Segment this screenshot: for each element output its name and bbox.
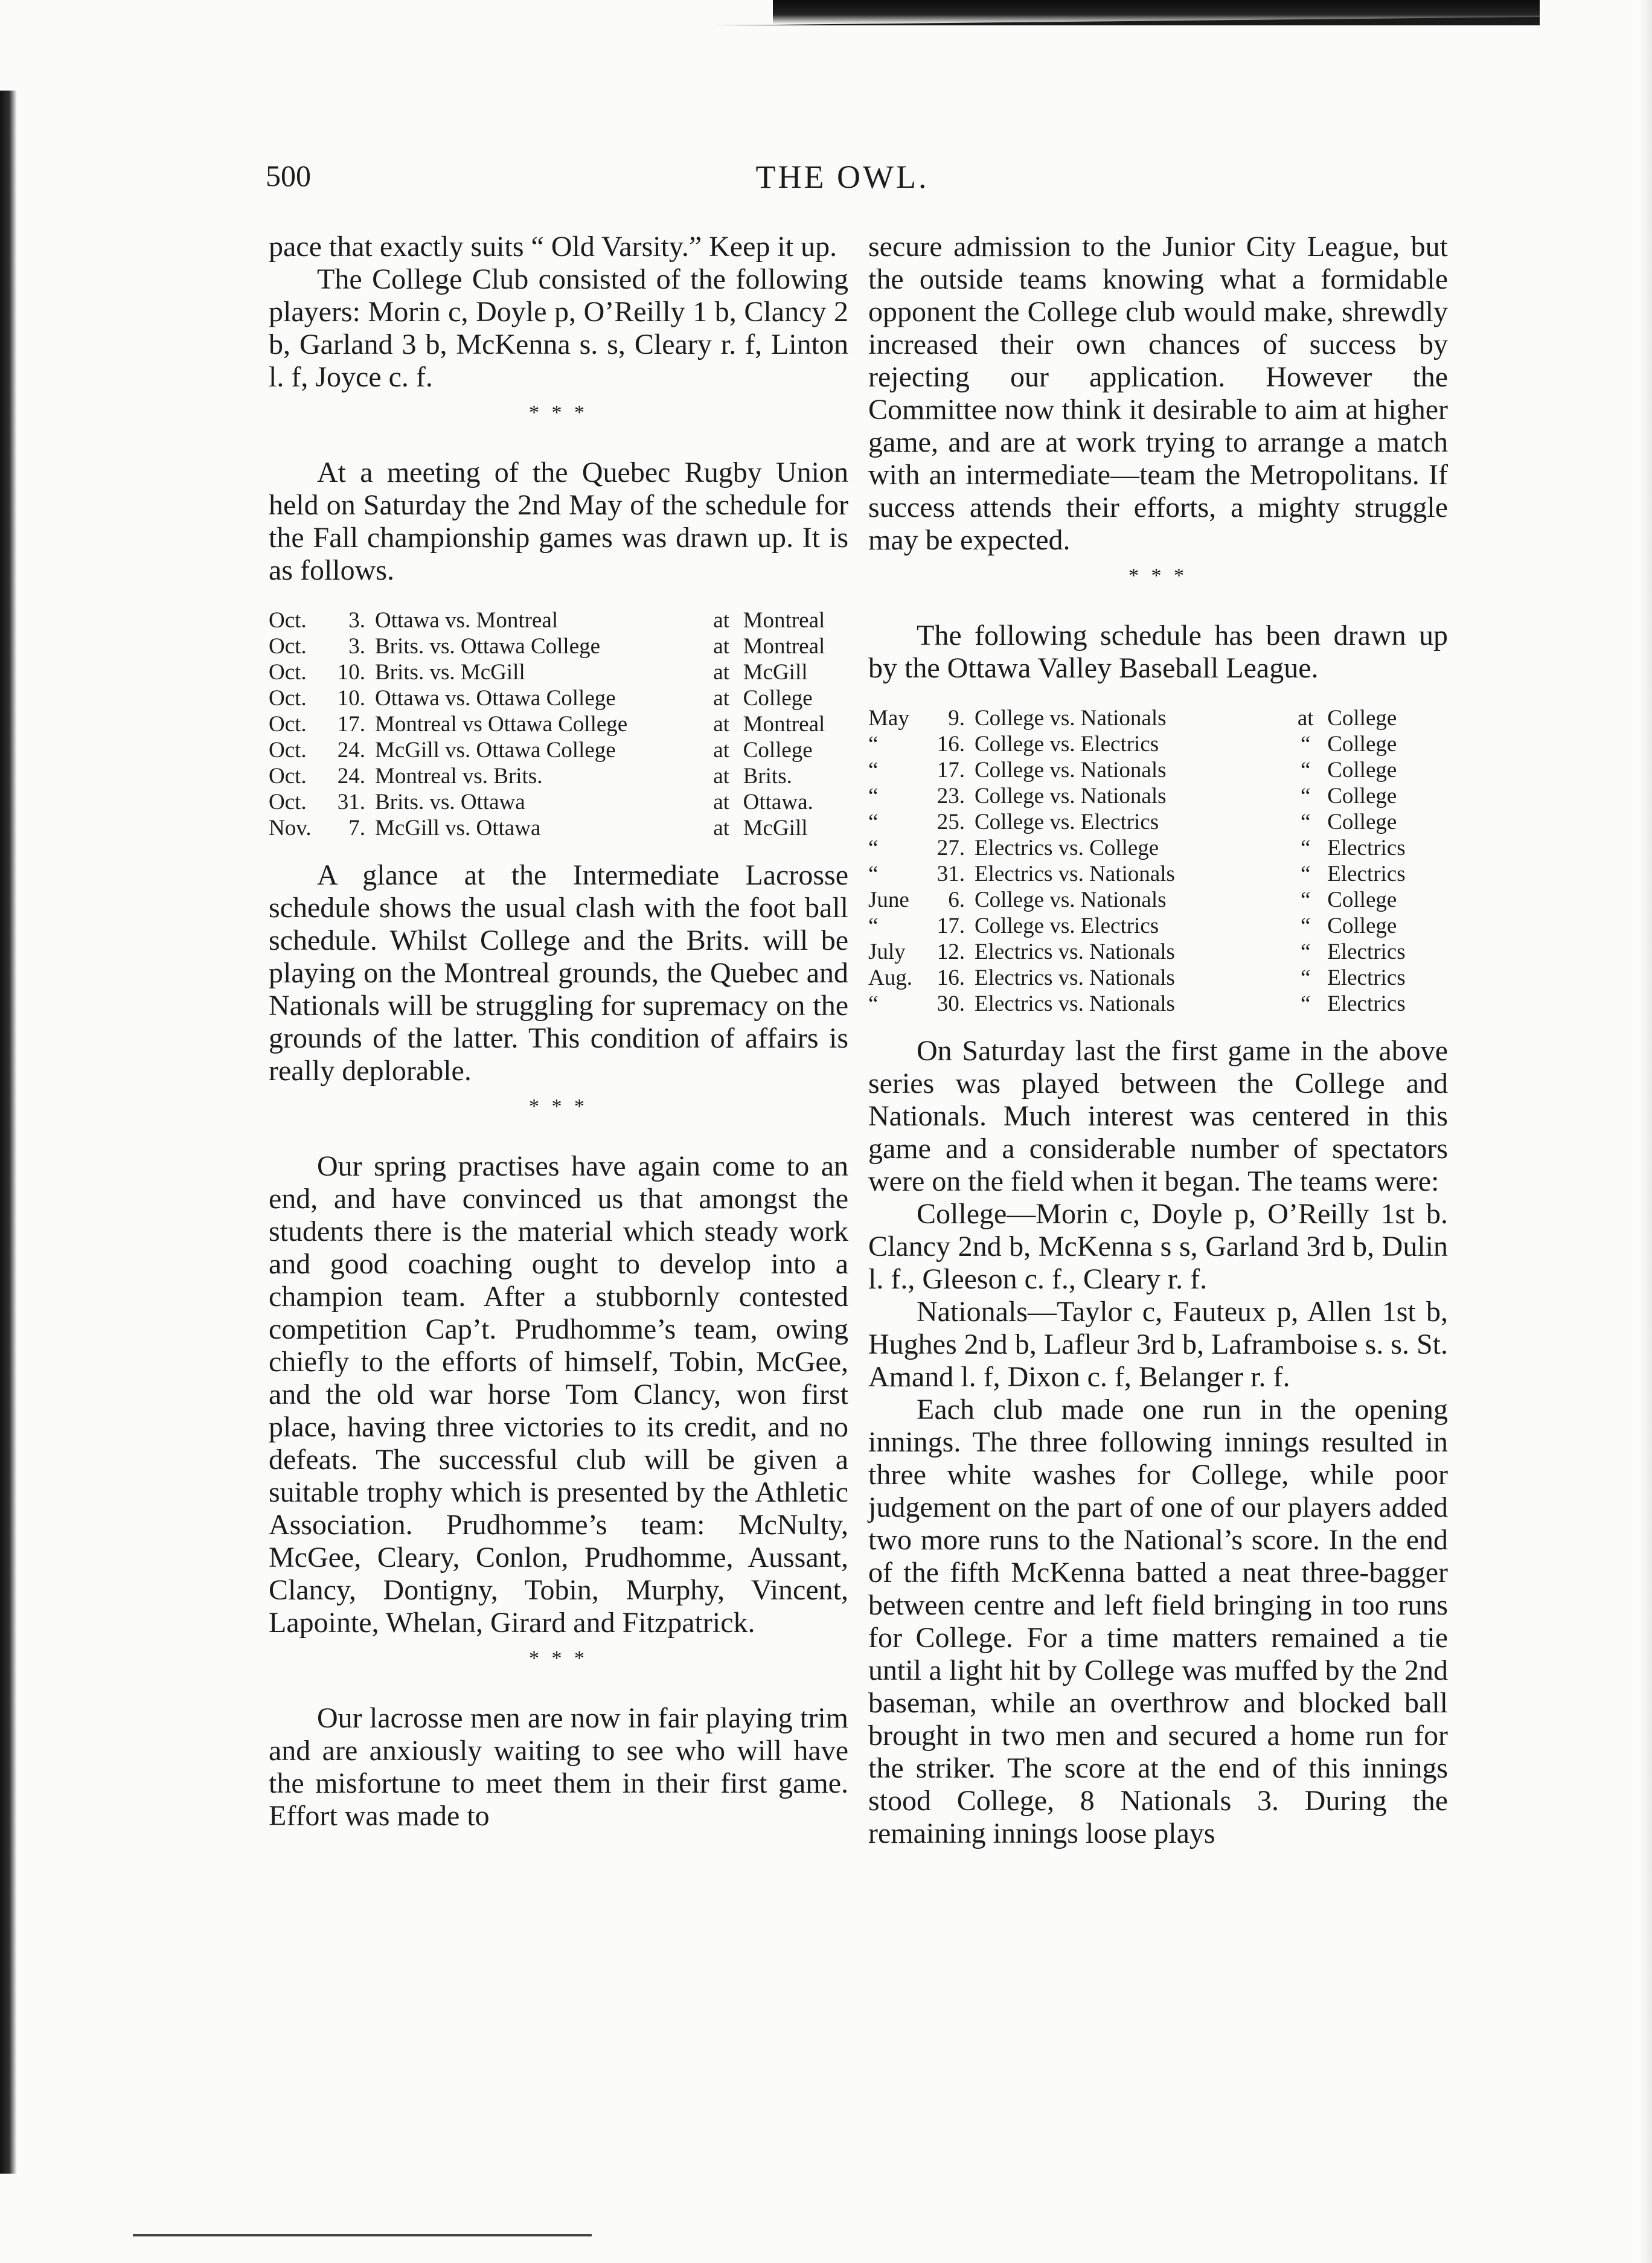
schedule-match: College vs. Nationals (975, 706, 1167, 731)
schedule-day: 24. (337, 738, 365, 763)
schedule-month: Oct. (269, 738, 307, 763)
schedule-day: 3. (348, 634, 365, 659)
schedule-row (269, 789, 848, 815)
schedule-row (868, 991, 1448, 1017)
schedule-day: 16. (936, 732, 965, 757)
schedule-at: “ (1301, 862, 1311, 886)
schedule-venue: McGill (743, 816, 808, 840)
schedule-row (269, 711, 848, 737)
schedule-venue: Montreal (743, 608, 825, 633)
schedule-row (868, 731, 1448, 757)
schedule-match: College vs. Nationals (975, 888, 1167, 912)
schedule-match: Ottawa vs. Montreal (375, 608, 559, 633)
schedule-row (868, 913, 1448, 939)
schedule-match: Electrics vs. Nationals (975, 862, 1175, 886)
schedule-at: at (1297, 706, 1314, 731)
schedule-venue: Electrics (1327, 862, 1406, 886)
schedule-month: “ (868, 784, 879, 808)
schedule-month: Oct. (269, 608, 307, 633)
schedule-row (269, 763, 848, 789)
schedule-month: June (868, 888, 909, 912)
schedule-venue: College (1327, 914, 1397, 938)
scan-right-edge (1639, 0, 1652, 2263)
schedule-at: “ (1301, 810, 1311, 834)
schedule-match: McGill vs. Ottawa (375, 816, 541, 840)
schedule-day: 31. (936, 862, 965, 886)
schedule-venue: Ottawa. (743, 790, 813, 815)
schedule-month: Oct. (269, 790, 307, 815)
schedule-day: 10. (337, 686, 365, 711)
schedule-venue: College (743, 686, 813, 711)
section-separator: * * * (1129, 565, 1188, 587)
schedule-venue: Electrics (1327, 991, 1406, 1016)
schedule-month: Nov. (269, 816, 312, 840)
schedule-month: “ (868, 758, 879, 783)
schedule-venue: College (1327, 706, 1397, 731)
schedule-venue: College (743, 738, 813, 763)
schedule-at: at (713, 712, 729, 737)
schedule-match: Ottawa vs. Ottawa College (375, 686, 616, 711)
schedule-venue: Brits. (743, 764, 792, 789)
schedule-month: Aug. (868, 965, 912, 990)
schedule-day: 25. (936, 810, 965, 834)
schedule-match: Brits. vs. McGill (375, 660, 525, 685)
schedule-row (868, 887, 1448, 913)
schedule-day: 17. (936, 914, 965, 938)
paragraph: The following schedule has been drawn up by the Ottawa Valley Baseball League. (868, 619, 1448, 684)
schedule-venue: College (1327, 888, 1397, 912)
schedule-venue: College (1327, 810, 1397, 834)
schedule-day: 17. (936, 758, 965, 783)
paragraph: College—Morin c, Doyle p, O’Reilly 1st b. Clancy 2nd b, McKenna s s, Garland 3rd b, Dulin l. f., Gleeson c. f., Cleary r. f. (868, 1198, 1448, 1295)
schedule-row (868, 939, 1448, 965)
schedule-match: Brits. vs. Ottawa College (375, 634, 601, 659)
schedule-at: “ (1301, 965, 1311, 990)
baseball-schedule-table (868, 705, 1448, 1017)
rugby-schedule-table (269, 607, 848, 841)
schedule-match: Electrics vs. Nationals (975, 991, 1175, 1016)
section-separator: * * * (529, 1647, 588, 1669)
schedule-day: 23. (936, 784, 965, 808)
schedule-venue: Electrics (1327, 836, 1406, 860)
schedule-day: 31. (337, 790, 365, 815)
left-column (269, 231, 848, 1832)
schedule-month: Oct. (269, 712, 307, 737)
schedule-venue: Montreal (743, 712, 825, 737)
schedule-venue: College (1327, 732, 1397, 757)
schedule-match: College vs. Electrics (975, 914, 1159, 938)
schedule-venue: College (1327, 758, 1397, 783)
schedule-row (868, 861, 1448, 887)
rugby-schedule (269, 607, 848, 841)
schedule-month: “ (868, 914, 879, 938)
paragraph: The College Club consisted of the following players: Morin c, Doyle p, O’Reilly 1 b, Clancy 2 b, Garland 3 b, McKenna s. s, Cleary r. f, Linton l. f, Joyce c. f. (269, 263, 848, 393)
schedule-at: at (713, 816, 729, 840)
page-number: 500 (266, 159, 311, 193)
schedule-match: Montreal vs Ottawa College (375, 712, 628, 737)
section-separator: * * * (529, 402, 588, 424)
schedule-row (269, 737, 848, 763)
schedule-row (269, 633, 848, 659)
scan-left-shadow (0, 91, 17, 2174)
schedule-at: at (713, 738, 729, 763)
schedule-row (868, 835, 1448, 861)
schedule-at: at (713, 634, 729, 659)
schedule-at: “ (1301, 939, 1311, 964)
schedule-day: 30. (936, 991, 965, 1016)
schedule-at: “ (1301, 888, 1311, 912)
schedule-day: 7. (348, 816, 365, 840)
schedule-day: 6. (948, 888, 965, 912)
schedule-venue: McGill (743, 660, 808, 685)
schedule-day: 17. (337, 712, 365, 737)
paragraph: Our lacrosse men are now in fair playing trim and are anxiously waiting to see who will have the misfortune to meet them in their first game. Effort was made to (269, 1702, 848, 1832)
schedule-row (269, 815, 848, 841)
schedule-month: Oct. (269, 634, 307, 659)
schedule-day: 24. (337, 764, 365, 789)
schedule-month: “ (868, 732, 879, 757)
schedule-day: 3. (348, 608, 365, 633)
schedule-venue: Montreal (743, 634, 825, 659)
schedule-month: “ (868, 991, 879, 1016)
schedule-match: College vs. Nationals (975, 758, 1167, 783)
schedule-at: “ (1301, 914, 1311, 938)
schedule-match: Electrics vs. College (975, 836, 1159, 860)
schedule-month: July (868, 939, 906, 964)
schedule-match: McGill vs. Ottawa College (375, 738, 616, 763)
schedule-row (868, 783, 1448, 809)
schedule-row (868, 757, 1448, 783)
schedule-month: “ (868, 836, 879, 860)
schedule-at: “ (1301, 758, 1311, 783)
schedule-day: 9. (948, 706, 965, 731)
paragraph: pace that exactly suits “ Old Varsity.” Keep it up. (269, 231, 837, 263)
schedule-at: at (713, 790, 729, 815)
schedule-at: “ (1301, 991, 1311, 1016)
schedule-month: Oct. (269, 686, 307, 711)
schedule-row (868, 705, 1448, 731)
schedule-day: 27. (936, 836, 965, 860)
schedule-match: Brits. vs. Ottawa (375, 790, 525, 815)
schedule-month: May (868, 706, 909, 731)
schedule-row (269, 659, 848, 685)
schedule-match: Montreal vs. Brits. (375, 764, 543, 789)
schedule-venue: College (1327, 784, 1397, 808)
schedule-row (269, 685, 848, 711)
schedule-match: Electrics vs. Nationals (975, 939, 1175, 964)
paragraph: Our spring practises have again come to an end, and have convinced us that amongst the students there is the material which steady work and good coaching ought to develop into a champion team. After a stubbornly contested competition Cap’t. Prudhomme’s team, owing chiefly to the efforts of himself, Tobin, McGee, and the old war horse Tom Clancy, won first place, having three victories to its credit, and no defeats. The successful club will be given a suitable trophy which is presented by the Athletic Association. Prudhomme’s team: McNulty, McGee, Cleary, Conlon, Prudhomme, Aussant, Clancy, Dontigny, Tobin, Murphy, Vincent, Lapointe, Whelan, Girard and Fitzpatrick. (269, 1150, 848, 1639)
schedule-venue: Electrics (1327, 939, 1406, 964)
schedule-month: “ (868, 810, 879, 834)
schedule-at: “ (1301, 836, 1311, 860)
schedule-match: College vs. Nationals (975, 784, 1167, 808)
schedule-match: Electrics vs. Nationals (975, 965, 1175, 990)
schedule-venue: Electrics (1327, 965, 1406, 990)
schedule-match: College vs. Electrics (975, 732, 1159, 757)
running-head (242, 158, 1443, 206)
right-column (868, 231, 1448, 1850)
paragraph: A glance at the Intermediate Lacrosse schedule shows the usual clash with the foot ball schedule. Whilst College and the Brits. will be playing on the Montreal grounds, the Quebec and Nationals will be struggling for supremacy on the grounds of the latter. This condition of affairs is really deplorable. (269, 859, 848, 1087)
paragraph: secure admission to the Junior City League, but the outside teams knowing what a formidable opponent the College club would make, shrewdly increased their own chances of success by rejecting our application. However the Committee now think it desirable to aim at higher game, and are at work trying to arrange a match with an intermediate—team the Metropolitans. If success attends their efforts, a mighty struggle may be expected. (868, 231, 1448, 556)
baseball-schedule (868, 705, 1448, 1017)
schedule-month: Oct. (269, 764, 307, 789)
schedule-row (868, 965, 1448, 991)
schedule-day: 10. (337, 660, 365, 685)
schedule-at: “ (1301, 784, 1311, 808)
schedule-at: at (713, 608, 729, 633)
paragraph: Each club made one run in the opening innings. The three following innings resulted in three white washes for College, while poor judgement on the part of one of our players added two more runs to the National’s score. In the end of the fifth McKenna batted a neat three-bagger between centre and left field bringing in too runs for College. For a time matters remained a tie until a light hit by College was muffed by the 2nd baseman, while an overthrow and blocked ball brought in two men and secured a home run for the striker. The score at the end of this innings stood College, 8 Nationals 3. During the remaining innings loose plays (868, 1394, 1448, 1849)
journal-title: THE OWL. (755, 159, 929, 195)
schedule-at: “ (1301, 732, 1311, 757)
schedule-at: at (713, 764, 729, 789)
schedule-day: 16. (936, 965, 965, 990)
schedule-row (868, 809, 1448, 835)
paragraph: Nationals—Taylor c, Fauteux p, Allen 1st b, Hughes 2nd b, Lafleur 3rd b, Laframboise s. s. St. Amand l. f, Dixon c. f, Belanger r. f. (868, 1296, 1448, 1393)
schedule-at: at (713, 686, 729, 711)
schedule-row (269, 607, 848, 633)
schedule-match: College vs. Electrics (975, 810, 1159, 834)
schedule-month: Oct. (269, 660, 307, 685)
section-separator: * * * (529, 1095, 588, 1118)
scan-bottom-line (133, 2234, 592, 2236)
paragraph: At a meeting of the Quebec Rugby Union held on Saturday the 2nd May of the schedule for the Fall championship games was drawn up. It is as follows. (269, 456, 848, 586)
schedule-at: at (713, 660, 729, 685)
paragraph: On Saturday last the first game in the above series was played between the College and Nationals. Much interest was centered in this game and a considerable number of spectators were on the field when it began. The teams were: (868, 1035, 1448, 1197)
schedule-month: “ (868, 862, 879, 886)
schedule-day: 12. (936, 939, 965, 964)
